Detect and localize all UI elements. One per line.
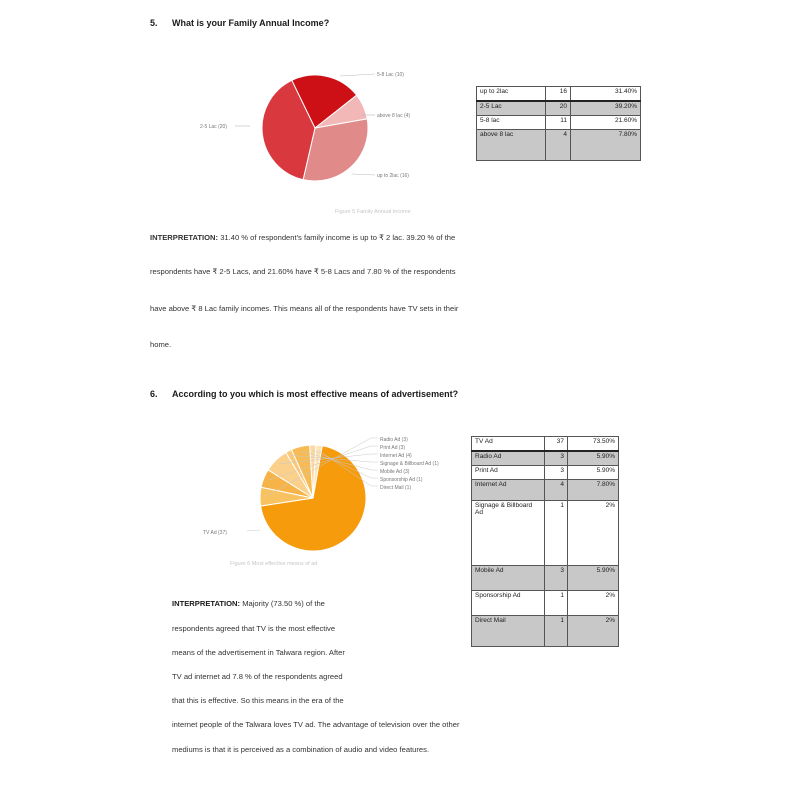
- cell-percent: 73.50%: [568, 437, 619, 452]
- pie-label-tv-ad: TV Ad (37): [203, 530, 227, 536]
- cell-percent: 2%: [568, 591, 619, 616]
- cell-count: 37: [545, 437, 568, 452]
- cell-label: Print Ad: [472, 466, 545, 480]
- table-row: [477, 101, 641, 116]
- figure-5-caption: Figure 5 Family Annual Income: [335, 209, 411, 215]
- cell-percent: 2%: [568, 616, 619, 647]
- question-text: According to you which is most effective means of advertisement?: [172, 389, 459, 399]
- cell-count: 3: [545, 466, 568, 480]
- cell-percent: 7.80%: [571, 130, 641, 161]
- cell-label: Internet Ad: [472, 480, 545, 501]
- interpretation-text: Majority (73.50 %) of the: [242, 599, 325, 608]
- pie-label-print-ad: Print Ad (3): [380, 445, 406, 451]
- interpretation-6-line-4: TV ad internet ad 7.8 % of the respondents agreed: [172, 672, 343, 681]
- cell-label: Mobile Ad: [472, 566, 545, 591]
- cell-label: 2-5 Lac: [477, 101, 546, 116]
- question-number: 5.: [150, 18, 158, 28]
- family-income-pie-chart: [190, 60, 450, 220]
- interpretation-6-line-7: mediums is that it is perceived as a combination of audio and video features.: [172, 745, 430, 754]
- cell-count: 1: [545, 591, 568, 616]
- pie-label-sponsorship-ad: Sponsorship Ad (1): [380, 477, 423, 483]
- question-text: What is your Family Annual Income?: [172, 18, 330, 28]
- cell-label: Sponsorship Ad: [472, 591, 545, 616]
- table-row: [472, 566, 619, 591]
- advertising-means-pie-chart: [195, 428, 465, 573]
- pie-label-radio-ad: Radio Ad (3): [380, 437, 408, 443]
- table-row: [472, 466, 619, 480]
- table-row: [477, 116, 641, 130]
- table-row: [472, 480, 619, 501]
- cell-percent: 21.60%: [571, 116, 641, 130]
- interpretation-6-line-3: means of the advertisement in Talwara region. After: [172, 648, 345, 657]
- pie-label-2-5-lac: 2-5 Lac (20): [200, 124, 227, 130]
- advertising-means-table: [471, 436, 619, 647]
- cell-percent: 31.40%: [571, 87, 641, 102]
- pie-label-up-to-2lac: up to 2lac (16): [377, 173, 409, 179]
- interpretation-label: INTERPRETATION:: [150, 233, 219, 242]
- interpretation-6-line-1: [172, 599, 325, 608]
- table-row: [477, 130, 641, 161]
- question-5-title: [150, 18, 329, 28]
- cell-count: 16: [546, 87, 571, 102]
- table-row: [472, 616, 619, 647]
- table-row: [472, 501, 619, 566]
- cell-count: 1: [545, 501, 568, 566]
- cell-count: 3: [545, 566, 568, 591]
- cell-label: up to 2lac: [477, 87, 546, 102]
- pie-label-direct-mail: Direct Mail (1): [380, 485, 412, 491]
- question-number: 6.: [150, 389, 158, 399]
- cell-count: 4: [545, 480, 568, 501]
- question-6-title: [150, 389, 458, 399]
- figure-6-caption: Figure 6 Most effective means of ad: [230, 561, 318, 567]
- cell-percent: 5.90%: [568, 466, 619, 480]
- interpretation-5-line-4: home.: [150, 340, 172, 349]
- pie-label-signage-ad: Signage & Billboard Ad (1): [380, 461, 439, 467]
- cell-percent: 39.20%: [571, 101, 641, 116]
- cell-percent: 5.90%: [568, 566, 619, 591]
- pie-label-mobile-ad: Mobile Ad (3): [380, 469, 410, 475]
- interpretation-5-line-3: have above ₹ 8 Lac family incomes. This means all of the respondents have TV sets in their: [150, 304, 459, 313]
- cell-percent: 2%: [568, 501, 619, 566]
- pie-label-5-8-lac: 5-8 Lac (10): [377, 72, 404, 78]
- cell-label: TV Ad: [472, 437, 545, 452]
- cell-count: 4: [546, 130, 571, 161]
- pie-label-internet-ad: Internet Ad (4): [380, 453, 412, 459]
- cell-percent: 5.90%: [568, 451, 619, 466]
- cell-count: 1: [545, 616, 568, 647]
- family-income-table: [476, 86, 641, 161]
- cell-count: 20: [546, 101, 571, 116]
- table-row: [472, 437, 619, 452]
- table-row: [472, 451, 619, 466]
- table-row: [472, 591, 619, 616]
- interpretation-text: 31.40 % of respondent's family income is up to ₹ 2 lac. 39.20 % of the: [220, 233, 456, 242]
- pie-label-above-8-lac: above 8 lac (4): [377, 113, 411, 119]
- interpretation-6-line-2: respondents agreed that TV is the most effective: [172, 624, 336, 633]
- interpretation-5-line-2: respondents have ₹ 2-5 Lacs, and 21.60% have ₹ 5-8 Lacs and 7.80 % of the respondents: [150, 267, 456, 276]
- cell-label: Radio Ad: [472, 451, 545, 466]
- cell-label: Signage & Billboard Ad: [472, 501, 545, 566]
- cell-count: 3: [545, 451, 568, 466]
- interpretation-5-line-1: [150, 233, 455, 242]
- table-row: [477, 87, 641, 102]
- cell-percent: 7.80%: [568, 480, 619, 501]
- cell-label: Direct Mail: [472, 616, 545, 647]
- interpretation-label: INTERPRETATION:: [172, 599, 241, 608]
- cell-label: above 8 lac: [477, 130, 546, 161]
- interpretation-6-line-5: that this is effective. So this means in the era of the: [172, 696, 344, 705]
- cell-count: 11: [546, 116, 571, 130]
- cell-label: 5-8 lac: [477, 116, 546, 130]
- interpretation-6-line-6: internet people of the Talwara loves TV ad. The advantage of television over the other: [172, 720, 460, 729]
